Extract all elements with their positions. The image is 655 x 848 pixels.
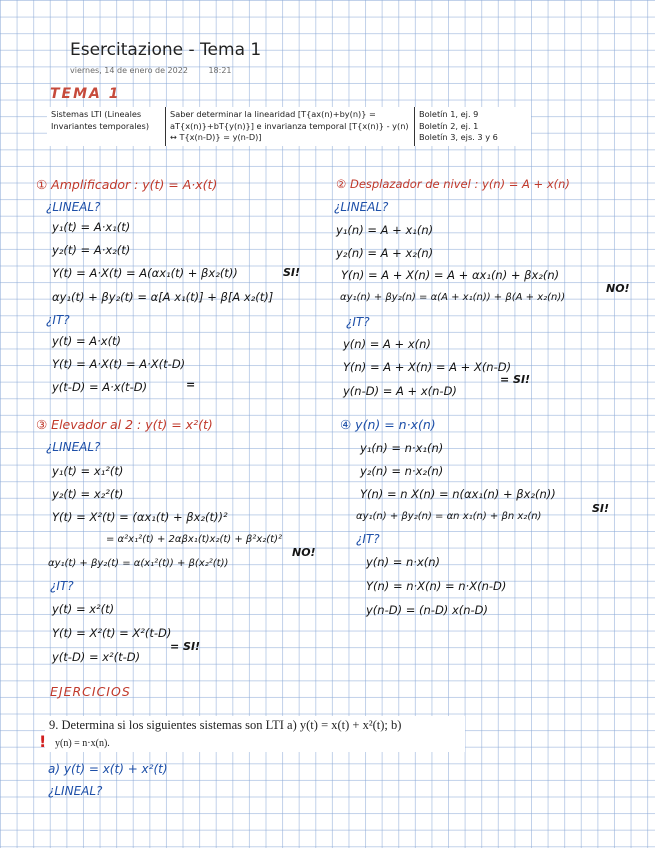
- summary-row: [47, 107, 531, 146]
- exclamation-icon: !: [39, 732, 47, 751]
- section-4-eq: y(n) = n·x(n): [366, 555, 441, 569]
- exercise-box: [39, 716, 465, 752]
- time-text: 18:21: [208, 66, 232, 75]
- section-2-eq: y(n) = A + x(n): [343, 337, 431, 351]
- section-4-eq: Y(n) = n X(n) = n(αx₁(n) + βx₂(n)): [360, 487, 556, 501]
- goal-line: aT{x(n)}+bT{y(n)}] e invarianza temporal [T{x(n)} - y(n): [170, 120, 409, 131]
- section-1-it-answer: =: [186, 378, 196, 391]
- section-1-lineal-answer: SI!: [283, 266, 301, 279]
- section-1-eq: y₁(t) = A·x₁(t): [52, 220, 131, 234]
- answer-a: a) y(t) = x(t) + x²(t): [48, 762, 168, 776]
- section-1-eq: Y(t) = A·X(t) = A(αx₁(t) + βx₂(t)): [52, 266, 238, 280]
- section-1-eq: y(t-D) = A·x(t-D): [52, 380, 148, 394]
- section-2-eq: Y(n) = A + X(n) = A + X(n-D): [343, 360, 512, 374]
- exercise-text-line: y(n) = n·x(n).: [55, 738, 110, 749]
- section-2-eq: y₁(n) = A + x₁(n): [336, 223, 434, 237]
- section-3-title: ③ Elevador al 2 : y(t) = x²(t): [36, 417, 213, 432]
- section-3-lineal-answer: NO!: [292, 546, 316, 559]
- section-3-eq: y₂(t) = x₂²(t): [52, 487, 124, 501]
- ref-line: Boletín 3, ejs. 3 y 6: [419, 132, 498, 142]
- section-2-lineal-question: ¿LINEAL?: [334, 200, 389, 214]
- section-4-eq: αy₁(n) + βy₂(n) = αn x₁(n) + βn x₂(n): [356, 511, 542, 522]
- section-2-eq: αy₁(n) + βy₂(n) = α(A + x₁(n)) + β(A + x₂(n)): [340, 292, 566, 303]
- section-3-eq: y(t-D) = x²(t-D): [52, 650, 141, 664]
- summary-goal-cell: [166, 107, 415, 146]
- section-4-eq: y₁(n) = n·x₁(n): [360, 441, 444, 455]
- summary-refs-cell: [415, 107, 532, 146]
- ref-line: Boletín 1, ej. 9: [419, 109, 479, 119]
- topic-line: Sistemas LTI (Lineales: [51, 109, 142, 119]
- ejercicios-heading: EJERCICIOS: [50, 684, 131, 699]
- section-3-it-answer: = SI!: [170, 640, 201, 653]
- section-3-eq: Y(t) = X²(t) = X²(t-D): [52, 626, 172, 640]
- section-3-it-question: ¿IT?: [50, 579, 74, 593]
- section-3-eq: αy₁(t) + βy₂(t) = α(x₁²(t)) + β(x₂²(t)): [48, 558, 229, 569]
- section-1-title: ① Amplificador : y(t) = A·x(t): [36, 177, 218, 192]
- section-3-eq: y(t) = x²(t): [52, 602, 115, 616]
- section-4-it-question: ¿IT?: [356, 532, 380, 546]
- section-3-eq: Y(t) = X²(t) = (αx₁(t) + βx₂(t))²: [52, 510, 228, 524]
- section-2-eq: Y(n) = A + X(n) = A + αx₁(n) + βx₂(n): [341, 268, 560, 282]
- section-2-lineal-answer: NO!: [606, 282, 630, 295]
- section-3-lineal-question: ¿LINEAL?: [46, 440, 101, 454]
- summary-table: [47, 107, 531, 146]
- section-2-it-answer: = SI!: [500, 373, 531, 386]
- section-2-eq: y₂(n) = A + x₂(n): [336, 246, 434, 260]
- section-3-eq: = α²x₁²(t) + 2αβx₁(t)x₂(t) + β²x₂(t)²: [106, 534, 282, 545]
- section-4-eq: y(n-D) = (n-D) x(n-D): [366, 603, 489, 617]
- section-2-eq: y(n-D) = A + x(n-D): [343, 384, 457, 398]
- section-3-eq: y₁(t) = x₁²(t): [52, 464, 124, 478]
- exercise-text-line: 9. Determina si los siguientes sistemas son LTI a) y(t) = x(t) + x²(t); b): [49, 718, 402, 732]
- page-date: [70, 66, 232, 75]
- section-2-it-question: ¿IT?: [346, 315, 370, 329]
- date-text: viernes, 14 de enero de 2022: [70, 66, 188, 75]
- ref-line: Boletín 2, ej. 1: [419, 120, 479, 131]
- section-2-title: ② Desplazador de nivel : y(n) = A + x(n): [336, 177, 570, 191]
- tema-heading: TEMA 1: [50, 86, 121, 102]
- goal-line: Saber determinar la linearidad [T{ax(n)+by(n)} =: [170, 109, 376, 119]
- section-1-eq: αy₁(t) + βy₂(t) = α[A x₁(t)] + β[A x₂(t)]: [52, 290, 274, 304]
- section-1-eq: y(t) = A·x(t): [52, 334, 122, 348]
- section-4-eq: y₂(n) = n·x₂(n): [360, 464, 444, 478]
- summary-topic-cell: [47, 107, 166, 146]
- section-1-it-question: ¿IT?: [46, 313, 70, 327]
- section-1-lineal-question: ¿LINEAL?: [46, 200, 101, 214]
- section-4-lineal-answer: SI!: [592, 502, 610, 515]
- section-1-eq: y₂(t) = A·x₂(t): [52, 243, 131, 257]
- answer-lineal-question: ¿LINEAL?: [48, 784, 103, 798]
- goal-line: ↔ T{x(n-D)} = y(n-D)]: [170, 132, 262, 142]
- section-4-title: ④ y(n) = n·x(n): [340, 417, 436, 432]
- section-4-eq: Y(n) = n·X(n) = n·X(n-D): [366, 579, 507, 593]
- page-title: Esercitazione - Tema 1: [70, 40, 262, 60]
- section-1-eq: Y(t) = A·X(t) = A·X(t-D): [52, 357, 186, 371]
- topic-line: Invariantes temporales): [51, 120, 150, 131]
